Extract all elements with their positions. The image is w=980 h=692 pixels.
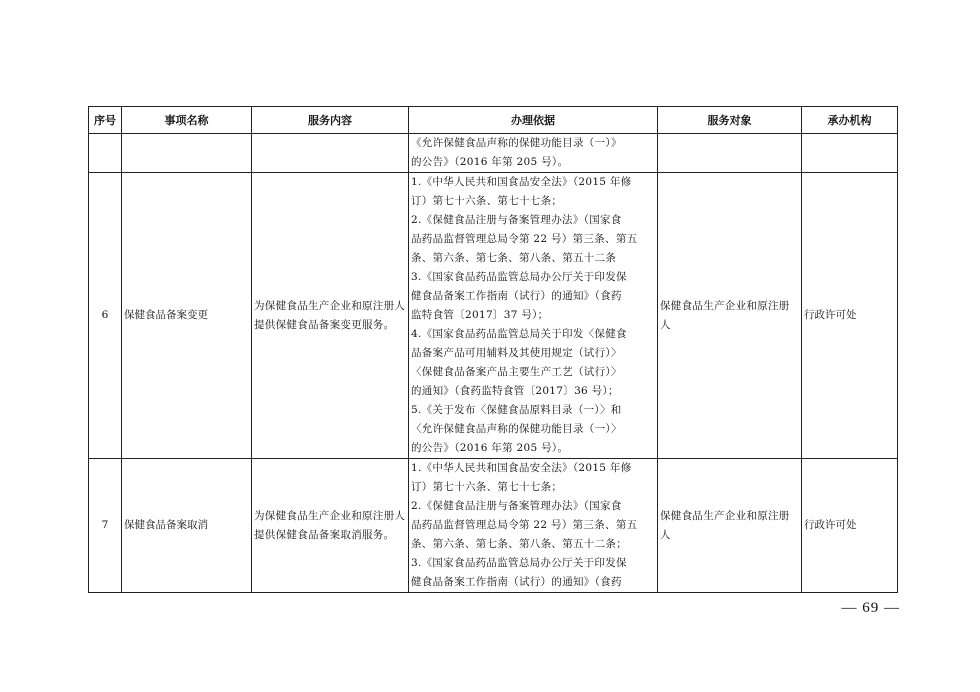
row-content xyxy=(252,173,409,459)
cont-content-cell xyxy=(252,134,409,173)
basis-line: 〈保健食品备案产品主要生产工艺（试行）〉 xyxy=(411,366,622,378)
basis-line: 《允许保健食品声称的保健功能目录（一）》 xyxy=(411,137,622,149)
basis-line: 订）第七十六条、第七十七条； xyxy=(411,195,563,207)
basis-line: 品备案产品可用辅料及其使用规定（试行）〉 xyxy=(411,347,622,359)
basis-line: 品药品监督管理总局令第 22 号）第三条、第五 xyxy=(411,519,638,531)
row-content-text: 为保健食品生产企业和原注册人提供保健食品备案取消服务。 xyxy=(254,509,406,541)
service-table xyxy=(88,106,898,593)
table-row xyxy=(89,173,898,459)
basis-line: 监特食管〔2017〕37 号）； xyxy=(411,309,549,321)
row-num: 6 xyxy=(89,173,122,459)
basis-line: 条、第六条、第七条、第八条、第五十二条； xyxy=(411,538,627,550)
basis-line: 3.《国家食品药品监管总局办公厅关于印发保 xyxy=(411,557,627,569)
table-row xyxy=(89,459,898,593)
row-name: 保健食品备案取消 xyxy=(122,459,252,593)
cont-name-cell xyxy=(122,134,252,173)
header-basis: 办理依据 xyxy=(409,107,658,134)
basis-line: 4.《国家食品药品监管总局关于印发〈保健食 xyxy=(411,328,627,340)
basis-line: 3.《国家食品药品监管总局办公厅关于印发保 xyxy=(411,271,627,283)
header-agency: 承办机构 xyxy=(802,107,898,134)
basis-line: 2.《保健食品注册与备案管理办法》（国家食 xyxy=(411,214,622,226)
row-agency: 行政许可处 xyxy=(802,173,898,459)
header-content: 服务内容 xyxy=(252,107,409,134)
basis-line: 的通知》（食药监特食管〔2017〕36 号）； xyxy=(411,385,619,397)
basis-line: 的公告》（2016 年第 205 号）。 xyxy=(411,442,569,454)
cont-agency-cell xyxy=(802,134,898,173)
table-header-row xyxy=(89,107,898,134)
cont-num-cell xyxy=(89,134,122,173)
basis-line: 条、第六条、第七条、第八条、第五十二条 xyxy=(411,252,617,264)
continuation-row xyxy=(89,134,898,173)
row-target xyxy=(658,459,802,593)
page-number: — 69 — xyxy=(841,600,900,616)
row-name: 保健食品备案变更 xyxy=(122,173,252,459)
row-basis xyxy=(409,459,658,593)
basis-line: 品药品监督管理总局令第 22 号）第三条、第五 xyxy=(411,233,638,245)
cont-target-cell xyxy=(658,134,802,173)
row-target xyxy=(658,173,802,459)
basis-line: 〈允许保健食品声称的保健功能目录（一）〉 xyxy=(411,423,622,435)
basis-line: 5.《关于发布〈保健食品原料目录（一）〉和 xyxy=(411,404,622,416)
row-target-text: 保健食品生产企业和原注册人 xyxy=(660,509,790,541)
row-num: 7 xyxy=(89,459,122,593)
header-name: 事项名称 xyxy=(122,107,252,134)
row-agency: 行政许可处 xyxy=(802,459,898,593)
row-content-text: 为保健食品生产企业和原注册人提供保健食品备案变更服务。 xyxy=(254,299,406,331)
basis-line: 的公告》（2016 年第 205 号）。 xyxy=(411,156,569,168)
basis-line: 1.《中华人民共和国食品安全法》（2015 年修 xyxy=(411,462,632,474)
basis-line: 2.《保健食品注册与备案管理办法》（国家食 xyxy=(411,500,622,512)
basis-line: 健食品备案工作指南（试行）的通知》（食药 xyxy=(411,576,622,588)
header-target: 服务对象 xyxy=(658,107,802,134)
basis-line: 健食品备案工作指南（试行）的通知》（食药 xyxy=(411,290,622,302)
row-target-text: 保健食品生产企业和原注册人 xyxy=(660,299,790,331)
header-num: 序号 xyxy=(89,107,122,134)
row-basis xyxy=(409,173,658,459)
row-content xyxy=(252,459,409,593)
basis-line: 订）第七十六条、第七十七条； xyxy=(411,481,563,493)
cont-basis-cell xyxy=(409,134,658,173)
basis-line: 1.《中华人民共和国食品安全法》（2015 年修 xyxy=(411,176,632,188)
